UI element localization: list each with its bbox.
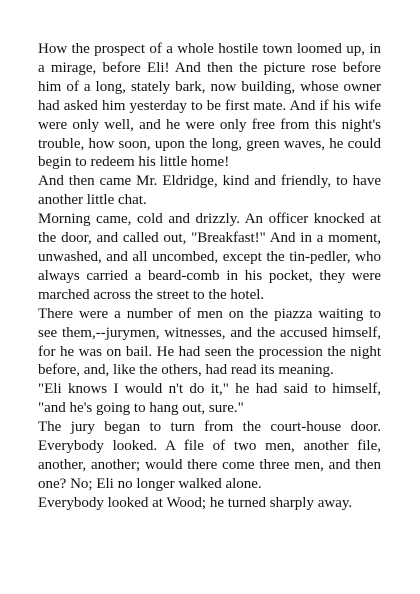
paragraph: Everybody looked at Wood; he turned sharply away. [38, 494, 353, 511]
paragraph: The jury began to turn from the court-house door. Everybody looked. A file of two men, another file, another, another; would there come three men, and then one? No; Eli no longer walked alone. [38, 419, 381, 492]
paragraph: "Eli knows I would n't do it," he had said to himself, "and he's going to hang out, sure." [38, 381, 381, 417]
paragraph: And then came Mr. Eldridge, kind and friendly, to have another little chat. [38, 173, 381, 209]
document-page [38, 40, 381, 513]
paragraph: How the prospect of a whole hostile town loomed up, in a mirage, before Eli! And then the picture rose before him of a long, stately bark, now building, whose owner had asked him yesterday to be first mate. And if his wife were only well, and he were only free from this night's trouble, how soon, upon the long, green waves, he could begin to redeem his little home! [38, 41, 381, 171]
paragraph: Morning came, cold and drizzly. An officer knocked at the door, and called out, "Breakfast!" And in a moment, unwashed, and all uncombed, except the tin-pedler, who always carried a beard-comb in his pocket, they were marched across the street to the hotel. [38, 211, 381, 303]
paragraph: There were a number of men on the piazza waiting to see them,--jurymen, witnesses, and the accused himself, for he was on bail. He had seen the procession the night before, and, like the others, had read its meaning. [38, 305, 381, 379]
